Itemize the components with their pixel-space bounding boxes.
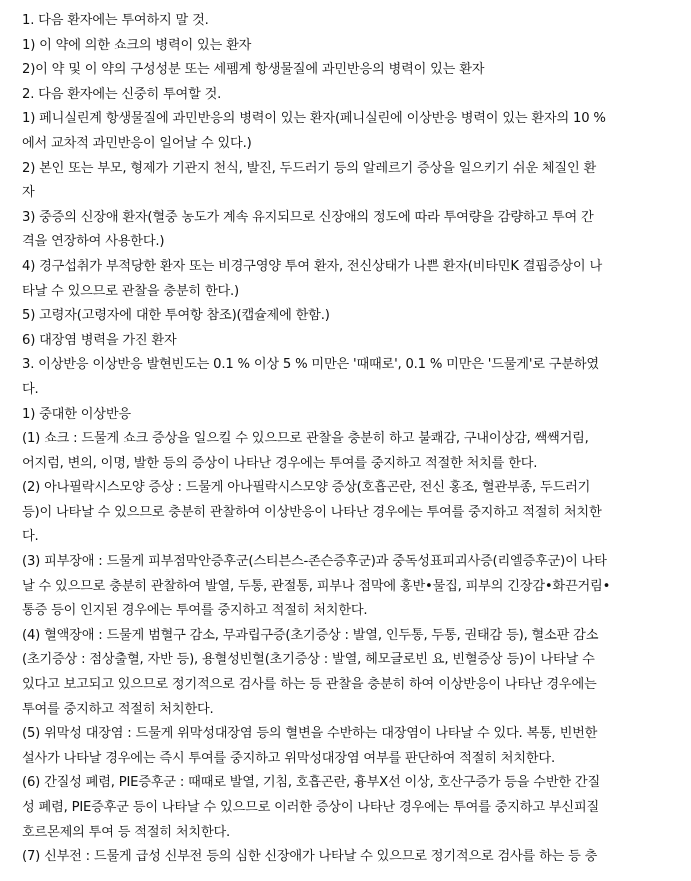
- text-line: 호르몬제의 투여 등 적절히 처치한다.: [22, 824, 231, 840]
- text-line: 설사가 나타날 경우에는 즉시 투여를 중지하고 위막성대장염 여부를 판단하여 적절히 처치한다.: [22, 750, 555, 766]
- text-line: 4) 경구섭취가 부적당한 환자 또는 비경구영양 투여 환자, 전신상태가 나쁜 환자(비타민K 결핍증상이 나: [22, 258, 602, 274]
- text-line: 날 수 있으므로 충분히 관찰하여 발열, 두통, 관절통, 피부나 점막에 홍반•물집, 피부의 긴장감•화끈거림•: [22, 578, 611, 594]
- text-line: 있다고 보고되고 있으므로 정기적으로 검사를 하는 등 관찰을 충분히 하여 이상반응이 나타난 경우에는: [22, 677, 597, 693]
- text-line: 다.: [22, 529, 39, 545]
- text-line: 3) 중증의 신장애 환자(혈중 농도가 계속 유지되므로 신장애의 정도에 따라 투여량을 감량하고 투여 간: [22, 209, 594, 225]
- text-line: 에서 교차적 과민반응이 일어날 수 있다.): [22, 135, 252, 151]
- text-line: (초기증상 : 점상출혈, 자반 등), 용혈성빈혈(초기증상 : 발열, 헤모글로빈 요, 빈혈증상 등)이 나타날 수: [22, 652, 595, 668]
- text-line: 5) 고령자(고령자에 대한 투여항 참조)(캡슐제에 한함.): [22, 308, 330, 324]
- text-line: 통증 등이 인지된 경우에는 투여를 중지하고 적절히 처치한다.: [22, 603, 368, 619]
- text-line: 1) 중대한 이상반응: [22, 406, 131, 422]
- text-line: (2) 아나필락시스모양 증상 : 드물게 아나필락시스모양 증상(호흡곤란, 전신 홍조, 혈관부종, 두드러기: [22, 480, 591, 496]
- text-line: 등)이 나타날 수 있으므로 충분히 관찰하여 이상반응이 나타난 경우에는 투여를 중지하고 적절히 처치한: [22, 504, 602, 520]
- text-line: 다.: [22, 381, 39, 397]
- text-line: (3) 피부장애 : 드물게 피부점막안증후군(스티븐스-존슨증후군)과 중독성표피괴사증(리엘증후군)이 나타: [22, 554, 607, 570]
- text-line: 투여를 중지하고 적절히 처치한다.: [22, 701, 214, 717]
- text-line: 1) 페니실린계 항생물질에 과민반응의 병력이 있는 환자(페니실린에 이상반응 병력이 있는 환자의 10 %: [22, 111, 606, 127]
- text-line: (6) 간질성 폐렴, PIE증후군 : 때때로 발열, 기침, 호흡곤란, 흉부X선 이상, 호산구증가 등을 수반한 간질: [22, 775, 600, 791]
- text-line: 2. 다음 환자에는 신중히 투여할 것.: [22, 86, 222, 102]
- text-line: 3. 이상반응 이상반응 발현빈도는 0.1 % 이상 5 % 미만은 '때때로', 0.1 % 미만은 '드물게'로 구분하였: [22, 357, 599, 373]
- text-line: 2)이 약 및 이 약의 구성성분 또는 세펨계 항생물질에 과민반응의 병력이 있는 환자: [22, 62, 485, 78]
- text-line: 자: [22, 185, 35, 201]
- text-line: 어지럼, 변의, 이명, 발한 등의 증상이 나타난 경우에는 투여를 중지하고 적절한 처치를 한다.: [22, 455, 538, 471]
- text-line: 6) 대장염 병력을 가진 환자: [22, 332, 177, 348]
- text-line: (5) 위막성 대장염 : 드물게 위막성대장염 등의 혈변을 수반하는 대장염이 나타날 수 있다. 복통, 빈번한: [22, 726, 598, 742]
- text-line: (4) 혈액장애 : 드물게 범혈구 감소, 무과립구증(초기증상 : 발열, 인두통, 두통, 권태감 등), 혈소판 감소: [22, 627, 599, 643]
- text-line: 격을 연장하여 사용한다.): [22, 234, 165, 250]
- text-line: 2) 본인 또는 부모, 형제가 기관지 천식, 발진, 두드러기 등의 알레르기 증상을 일으키기 쉬운 체질인 환: [22, 160, 597, 176]
- text-line: (1) 쇼크 : 드물게 쇼크 증상을 일으킬 수 있으므로 관찰을 충분히 하고 불쾌감, 구내이상감, 쌕쌕거림,: [22, 431, 589, 447]
- text-line: 1) 이 약에 의한 쇼크의 병력이 있는 환자: [22, 37, 252, 53]
- text-line: 성 폐렴, PIE증후군 등이 나타날 수 있으므로 이러한 증상이 나타난 경우에는 투여를 중지하고 부신피질: [22, 800, 600, 815]
- text-line: (7) 신부전 : 드물게 급성 신부전 등의 심한 신장애가 나타날 수 있으므로 정기적으로 검사를 하는 등 충: [22, 849, 598, 865]
- text-line: 1. 다음 환자에는 투여하지 말 것.: [22, 13, 209, 28]
- text-line: 타날 수 있으므로 관찰을 충분히 한다.): [22, 283, 239, 299]
